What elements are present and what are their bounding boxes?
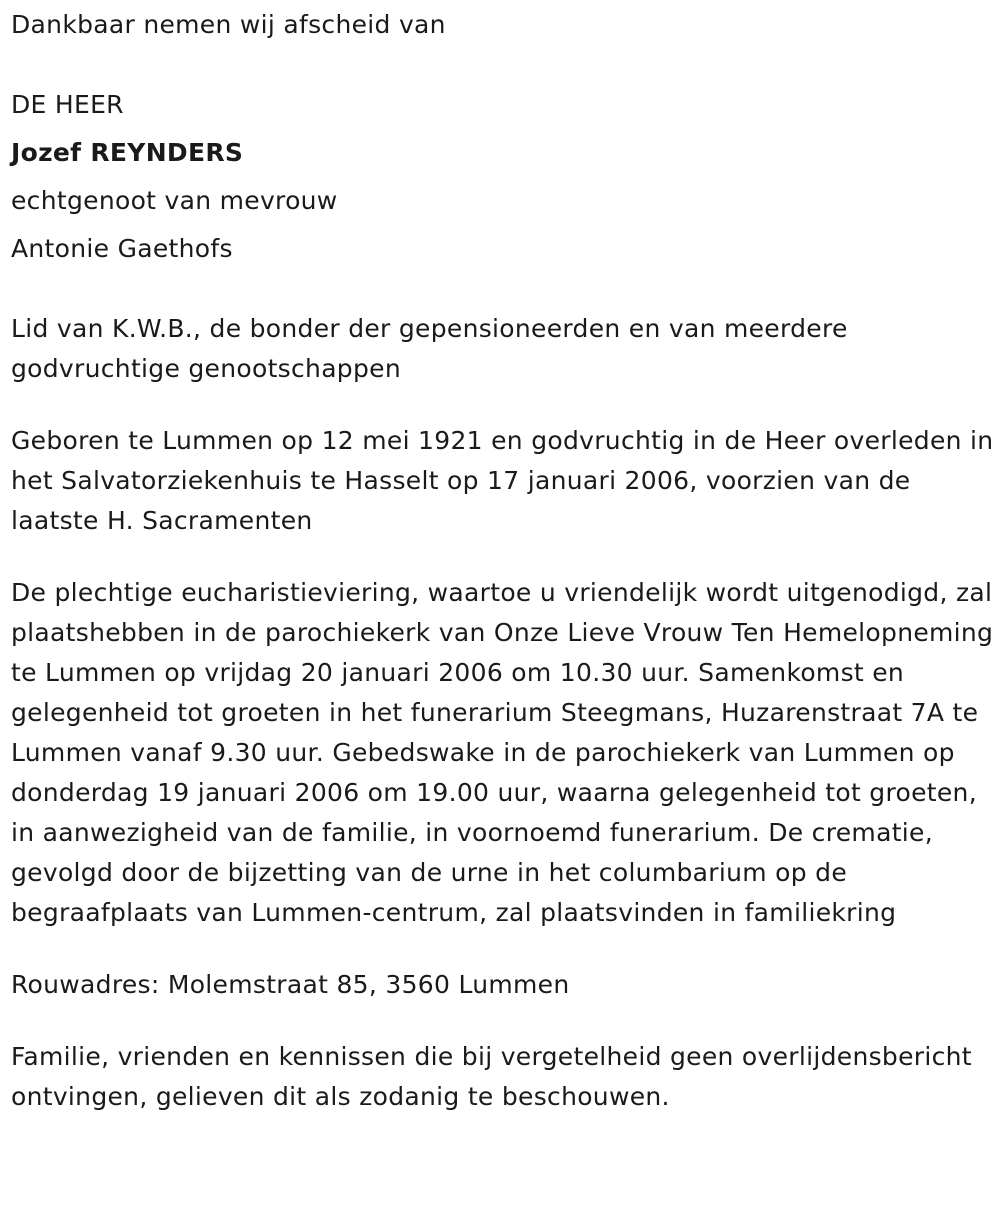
deceased-name: Jozef REYNDERS (11, 138, 244, 167)
spacer (11, 53, 995, 85)
ceremony-paragraph: De plechtige eucharistieviering, waartoe u vriendelijk wordt uitgenodigd, zal plaatshebben in de parochiekerk van Onze Lieve Vrouw Ten Hemelopneming te Lummen op vrijdag 20 januari 2006 om 10.30 uur. Samenkomst en gelegenheid tot groeten in het funerarium Steegmans, Huzarenstraat 7A te Lummen vanaf 9.30 uur. Gebedswake in de parochiekerk van Lummen op donderdag 19 januari 2006 om 19.00 uur, waarna gelegenheid tot groeten, in aanwezigheid van de familie, in voornoemd funerarium. De crematie, gevolgd door de bijzetting van de urne in het columbarium op de begraafplaats van Lummen-centrum, zal plaatsvinden in familiekring (11, 578, 994, 927)
birth-death-paragraph: Geboren te Lummen op 12 mei 1921 en godvruchtig in de Heer overleden in het Salvatorziekenhuis te Hasselt op 17 januari 2006, voorzien van de laatste H. Sacramenten (11, 426, 994, 535)
membership-paragraph: Lid van K.W.B., de bonder der gepensioneerden en van meerdere godvruchtige genootschappen (11, 314, 848, 383)
spacer (11, 933, 995, 965)
honorific-title: DE HEER (11, 90, 124, 119)
closing-paragraph: Familie, vrienden en kennissen die bij vergetelheid geen overlijdensbericht ontvingen, gelieven dit als zodanig te beschouwen. (11, 1042, 972, 1111)
intro-text: Dankbaar nemen wij afscheid van (11, 10, 446, 39)
mourning-address: Rouwadres: Molemstraat 85, 3560 Lummen (11, 970, 570, 999)
spouse-label: echtgenoot van mevrouw (11, 186, 338, 215)
spacer (11, 389, 995, 421)
spacer (11, 541, 995, 573)
spacer (11, 1005, 995, 1037)
funeral-notice (11, 5, 995, 1117)
spouse-name: Antonie Gaethofs (11, 234, 233, 263)
spacer (11, 277, 995, 309)
